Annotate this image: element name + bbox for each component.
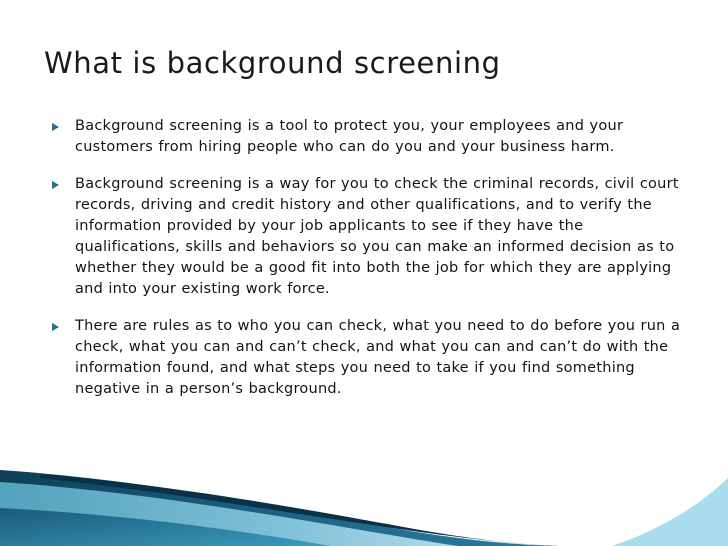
wave-band-right — [612, 478, 728, 546]
bullet-item — [52, 174, 692, 300]
bullet-list — [52, 116, 692, 416]
triangle-bullet-icon — [52, 181, 59, 189]
bullet-item — [52, 316, 692, 400]
bullet-item — [52, 116, 692, 158]
bullet-text: There are rules as to who you can check, what you need to do before you run a check, what you can and can’t check, and what you can and can’t do with the information found, and what steps you need to take if you find something negative in a person’s background. — [75, 318, 681, 397]
wave-band-light — [0, 482, 460, 546]
wave-band-dark — [0, 470, 560, 546]
wave-band-thin — [40, 474, 560, 546]
wave-band-lower — [0, 508, 330, 546]
bullet-text: Background screening is a way for you to check the criminal records, civil court records, driving and credit history and other qualifications, and to verify the information provided by your job applicants to see if they have the qualifications, skills and behaviors so you can make an informed decision as to whether they would be a good fit into both the job for which they are applying and into your existing work force. — [75, 176, 679, 297]
triangle-bullet-icon — [52, 323, 59, 331]
bullet-text: Background screening is a tool to protect you, your employees and your customers from hiring people who can do you and your business harm. — [75, 118, 624, 155]
triangle-bullet-icon — [52, 123, 59, 131]
slide-title: What is background screening — [44, 46, 501, 80]
